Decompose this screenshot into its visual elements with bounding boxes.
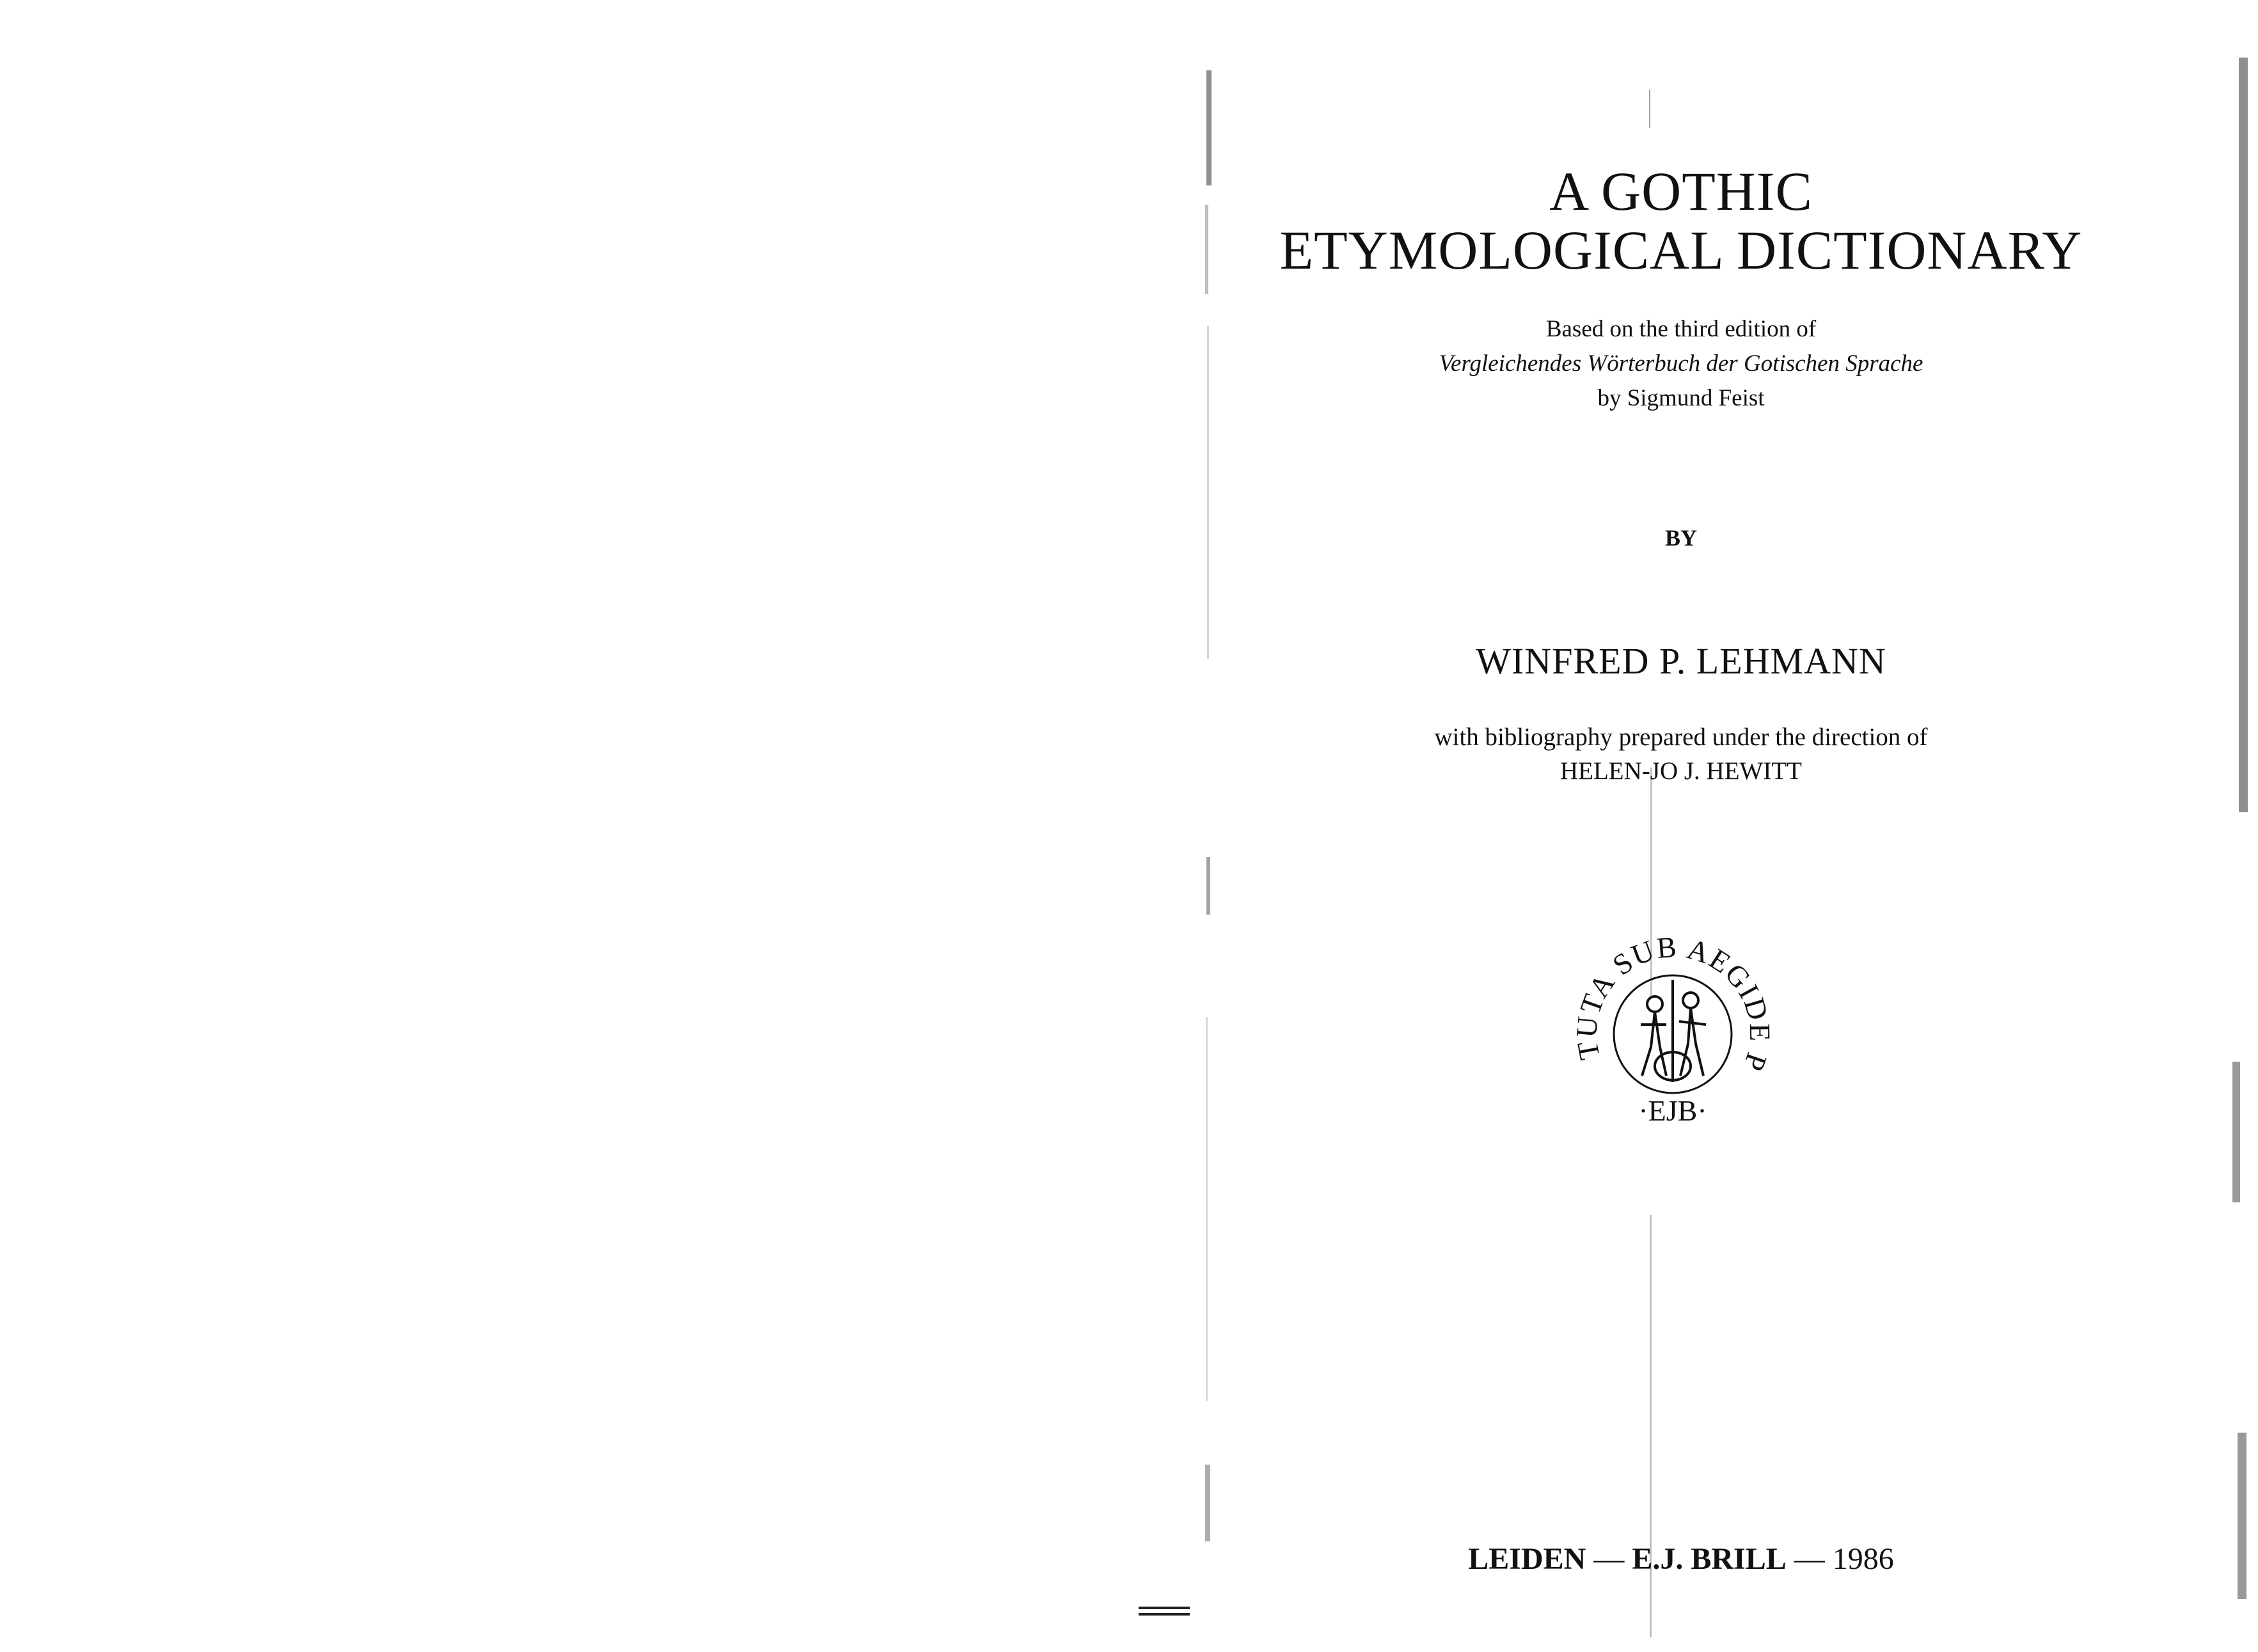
svg-text:TUTA SUB AEGIDE PALLAS: TUTA SUB AEGIDE P (1570, 930, 1775, 1074)
bottom-rule-marks (1139, 1604, 1196, 1623)
imprint-publisher: E.J. BRILL (1632, 1542, 1787, 1576)
imprint-separator-1: — (1586, 1542, 1632, 1576)
imprint-line (1252, 1541, 2110, 1577)
subtitle-line-3: by Sigmund Feist (1597, 385, 1765, 411)
bibliography-line-2: HELEN-JO J. HEWITT (1560, 757, 1802, 785)
author-name: WINFRED P. LEHMANN (1476, 640, 1886, 682)
imprint-separator-2: — (1786, 1542, 1833, 1576)
bibliography-line-1: with bibliography prepared under the direction of (1434, 723, 1928, 751)
publisher-seal (1570, 929, 1775, 1133)
subtitle-line-1: Based on the third edition of (1545, 316, 1817, 342)
subtitle-line-2: Vergleichendes Wörterbuch der Gotischen Sprache (1439, 350, 1923, 377)
svg-text:·EJB·: ·EJB· (1638, 1094, 1707, 1127)
title-line-2: ETYMOLOGICAL DICTIONARY (1279, 219, 2083, 281)
imprint-year: 1986 (1832, 1542, 1894, 1576)
title-line-1: A GOTHIC (1549, 161, 1813, 222)
by-label: BY (1664, 525, 1697, 551)
left-binding-shadow (1203, 58, 1228, 1624)
imprint-city: LEIDEN (1468, 1542, 1586, 1576)
right-edge-shadow (2220, 38, 2258, 1624)
